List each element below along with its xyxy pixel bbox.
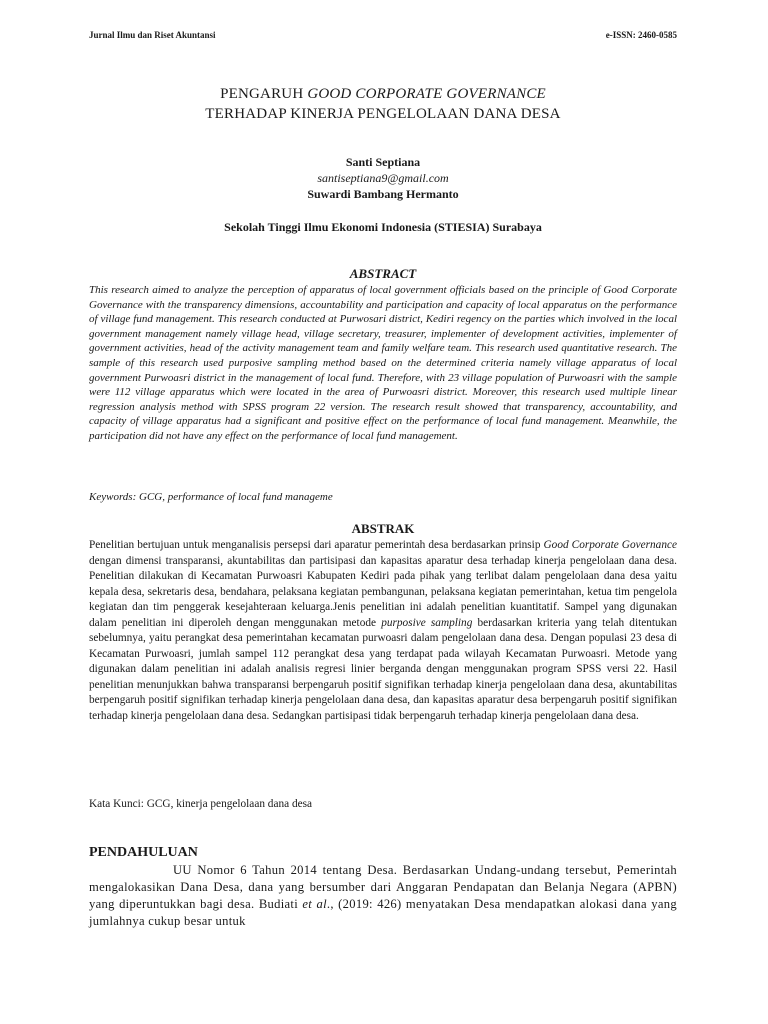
- title-italic: GOOD CORPORATE GOVERNANCE: [307, 86, 546, 102]
- abstrak-text-3: berdasarkan kriteria yang telah ditentukan sebelumnya, yaitu perangkat desa pemerintahan kecamatan purwoasri dalam pengelolaan dana desa. Dengan populasi 23 desa di Kecamatan Purwoasri, jumlah sampel 112 perangkat desa yang terdapat pada wilayah Kecamatan Purwoasri. Metode yang digunakan dalam penelitian ini adalah analisis regresi linier berganda dengan menggunakan program SPSS versi 22. Hasil penelitian menunjukkan bahwa transparansi berpengaruh positif signifikan terhadap kinerja pengelolaan dana desa, akuntabilitas berpengaruh positif signifikan terhadap kinerja pengelolaan dana desa, dan kapasitas aparatur desa berpengaruh positif signifikan terhadap kinerja pengelolaan dana desa. Sedangkan partisipasi tidak berpengaruh terhadap kinerja pengelolaan dana desa.: [89, 616, 677, 722]
- issn: e-ISSN: 2460-0585: [605, 30, 677, 40]
- intro-text-1: UU Nomor 6 Tahun 2014 tentang Desa. Berdasarkan Undang-undang tersebut, Pemerintah mengalokasikan Dana Desa, dana yang bersumber dari Anggaran Pendapatan dan Belanja Negara (APBN) yang diperuntukkan bagi desa. Budiati: [89, 863, 677, 911]
- paper-page: [89, 0, 677, 1024]
- author-block: [89, 154, 677, 202]
- abstrak-text-1: Penelitian bertujuan untuk menganalisis persepsi dari aparatur pemerintah desa berdasarkan prinsip: [89, 539, 544, 551]
- journal-name: Jurnal Ilmu dan Riset Akuntansi: [89, 30, 216, 40]
- author-1: Santi Septiana: [345, 155, 421, 169]
- abstrak-text-2: dengan dimensi transparansi, akuntabilitas dan partisipasi dan kapasitas aparatur desa terhadap kinerja pengelolaan dana desa. Penelitian dilakukan di Kecamatan Purwoasri Kabupaten Kediri pada pihak yang terlibat dalam pengelolaan dana desa yaitu kepala desa, sekretaris desa, bendahara, pelaksana kegiatan pembangunan, pelaksana kegiatan pemerintahan, ketua tim pengelola kegiatan dan tim penggerak kesejahteraan keluarga.Jenis penelitian ini adalah penelitian kuantitatif. Sampel yang digunakan dalam penelitian ini diperoleh dengan menggunakan metode: [89, 554, 677, 629]
- introduction-body: [89, 862, 677, 930]
- title-prefix: PENGARUH: [220, 86, 308, 102]
- author-2: Suwardi Bambang Hermanto: [307, 187, 459, 201]
- intro-italic: et al: [302, 897, 327, 911]
- running-header: [89, 30, 677, 44]
- abstract-body: This research aimed to analyze the perception of apparatus of local government officials based on the principle of Good Corporate Governance with the transparency dimensions, accountability and participation and capacity of local apparatus on the performance of village fund management. This research conducted at Purwosari district, Kediri regency on the parties which involved in the local government management namely village head, village secretary, treasurer, implementer of development activities, implementer of government activities, head of the activity management team and family welfare team. This research used quantitative research. The sample of this research used purposive sampling method based on the determined criteria namely village apparatus of local government Purwoasri district in the management of local fund. Therefore, with 23 village population of Purwoasri with the sample were 112 village apparatus which were located in the area of Purwoasri district. Moreover, this research used multiple linear regression analysis method with SPSS program 22 version. The research result showed that transparency, accountability, and capacity of village apparatus had a significant and positive effect on the performance of local fund management. Meanwhile, the participation did not have any effect on the performance of local fund management.: [89, 284, 677, 442]
- intro-text-2: ., (2019: 426) menyatakan Desa mendapatkan alokasi dana yang jumlahnya cukup besar untuk: [89, 897, 677, 928]
- author-email[interactable]: santiseptiana9@gmail.com: [317, 171, 449, 185]
- abstrak-body: [89, 538, 677, 724]
- abstrak-italic-1: Good Corporate Governance: [543, 539, 677, 551]
- affiliation: Sekolah Tinggi Ilmu Ekonomi Indonesia (STIESIA) Surabaya: [224, 220, 542, 234]
- introduction-heading: PENDAHULUAN: [89, 845, 198, 860]
- title-line-2: TERHADAP KINERJA PENGELOLAAN DANA DESA: [205, 106, 561, 122]
- title-line-1: [89, 84, 677, 104]
- abstrak-heading: ABSTRAK: [351, 521, 415, 536]
- keywords-english: Keywords: GCG, performance of local fund manageme: [89, 491, 333, 503]
- abstrak-italic-2: purposive sampling: [381, 616, 473, 629]
- abstract-heading: ABSTRACT: [349, 266, 417, 281]
- keywords-indonesian: Kata Kunci: GCG, kinerja pengelolaan dana desa: [89, 798, 313, 810]
- paper-title: [89, 84, 677, 124]
